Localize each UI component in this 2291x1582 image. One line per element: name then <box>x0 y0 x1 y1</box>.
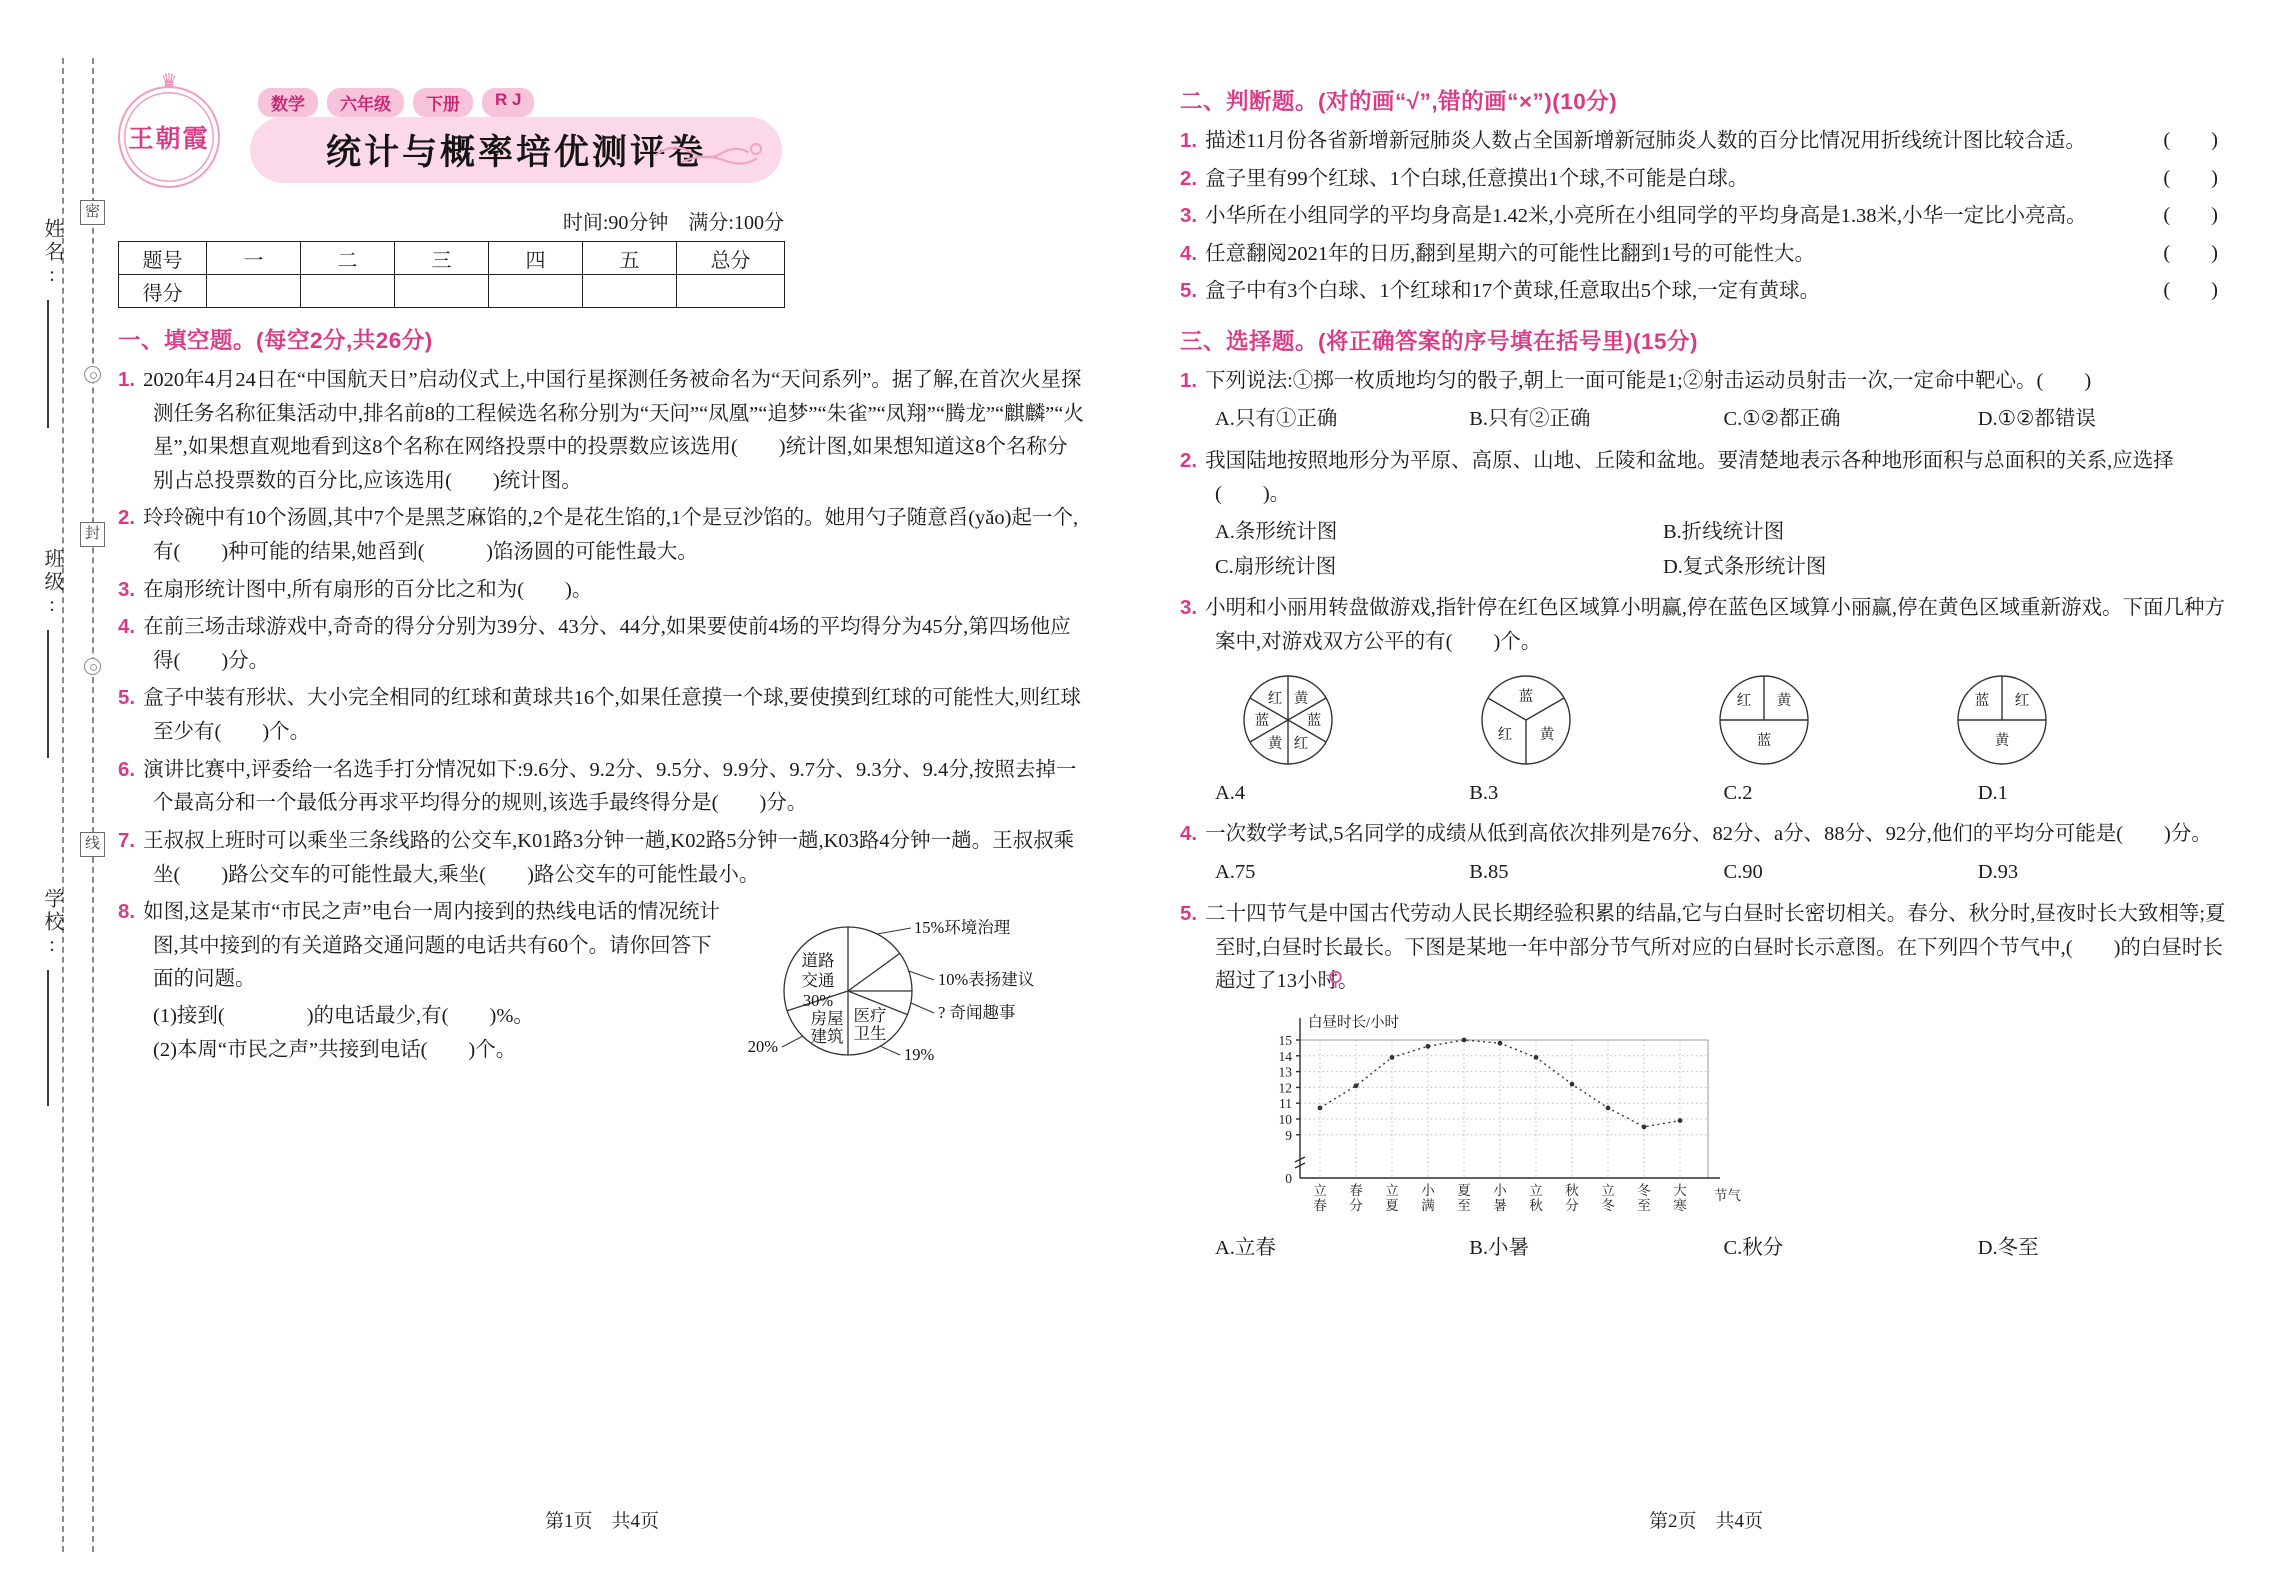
pie-label-medical: 医疗 <box>853 1006 887 1026</box>
score-empty-cell <box>489 275 583 308</box>
data-point <box>1318 1105 1323 1110</box>
spinner-diagrams <box>1240 672 2050 768</box>
paper-title-banner <box>250 117 782 183</box>
score-empty-cell <box>395 275 489 308</box>
option-a: A.条形统计图 <box>1215 520 1338 543</box>
spinner-sector-label: 黄 <box>1293 690 1309 707</box>
x-tick-label: 大寒 <box>1673 1182 1687 1213</box>
answer-bracket: ( ) <box>2163 166 2218 189</box>
y-tick-label: 12 <box>1278 1080 1292 1096</box>
spinner-sector-label: 蓝 <box>1756 732 1772 749</box>
pie-chart <box>728 895 1086 1091</box>
spinner-sector-label: 蓝 <box>1518 688 1534 705</box>
judge-item-2 <box>1180 162 2232 197</box>
choice-item-4 <box>1180 817 2232 889</box>
seal-ornament <box>84 658 101 675</box>
data-point <box>1426 1044 1431 1049</box>
item-text-block <box>1180 591 2232 659</box>
pie-label-road: 交通 <box>801 971 835 991</box>
item-text: 如图,这是某市“市民之声”电台一周内接到的热线电话的情况统计图,其中接到的有关道路交通问题的电话共有60个。请你回答下面的问题。 <box>143 901 720 991</box>
option-d: D.①②都错误 <box>1977 407 2096 430</box>
item-text: 王叔叔上班时可以乘坐三条线路的公交车,K01路3分钟一趟,K02路5分钟一趟,K03路4分钟一趟。王叔叔乘坐( )路公交车的可能性最大,乘坐( )路公交车的可能性最小。 <box>143 829 1075 886</box>
pie-label-house: 建筑 <box>810 1027 844 1047</box>
spinner-sector-label: 黄 <box>1776 692 1792 709</box>
item-text: 二十四节气是中国古代劳动人民长期经验积累的结晶,它与白昼时长密切相关。春分、秋分时,昼夜时长大致相等;夏至时,白昼时长最长。下图是某地一年中部分节气所对应的白昼时长示意图。在下列四个节气中,( )的白昼时长超过了13小时。 <box>1205 902 2226 993</box>
option-a: A.75 <box>1215 861 1256 884</box>
spinner-sector-label: 红 <box>1497 726 1513 743</box>
pie-label-house: 房屋 <box>810 1009 844 1029</box>
option-a: A.4 <box>1215 781 1246 804</box>
spinner-3 <box>1716 672 1812 768</box>
option-d: D.93 <box>1977 861 2019 884</box>
options-row <box>1180 776 2232 811</box>
item-number: 1. <box>118 368 136 391</box>
answer-bracket: ( ) <box>2163 204 2218 227</box>
y-tick-label: 10 <box>1278 1111 1292 1127</box>
spinner-sector-label: 黄 <box>1539 726 1555 743</box>
seal-dashed-line-inner <box>92 58 94 1552</box>
y-tick-label: 0 <box>1285 1170 1292 1186</box>
option-c: C.扇形统计图 <box>1215 555 1337 578</box>
data-point <box>1606 1105 1611 1110</box>
x-tick-label: 冬至 <box>1637 1182 1651 1213</box>
pie-leader-line <box>877 928 911 934</box>
score-table-header-row <box>119 242 785 275</box>
item-number: 8. <box>118 900 136 924</box>
item-number: 2. <box>1180 448 1198 472</box>
choice-item-5 <box>1180 897 2232 1266</box>
seal-ornament <box>84 366 101 383</box>
class-write-line <box>47 630 49 758</box>
brand-logo <box>118 71 220 188</box>
chart-title: 白昼时长/小时 <box>1308 1014 1400 1031</box>
data-point <box>1570 1082 1575 1087</box>
spinner-1 <box>1240 672 1336 768</box>
fill-in-items <box>118 363 1086 1091</box>
item-text-block <box>1180 444 2232 512</box>
y-tick-label: 13 <box>1278 1064 1292 1080</box>
x-tick-label: 立夏 <box>1385 1182 1399 1213</box>
plot-frame <box>1300 1040 1708 1178</box>
score-header-cell: 总分 <box>677 242 785 275</box>
item-text: 描述11月份各省新增新冠肺炎人数占全国新增新冠肺炎人数的百分比情况用折线统计图比较合适。 <box>1205 130 2086 152</box>
crown-icon: ♛ <box>160 71 178 92</box>
item-number: 7. <box>118 828 136 852</box>
spinner-sector-label: 蓝 <box>1254 712 1270 729</box>
score-header-cell: 二 <box>301 242 395 275</box>
y-tick-label: 9 <box>1285 1127 1292 1143</box>
pie-label-medical-pct: 19% <box>904 1045 935 1065</box>
x-tick-label: 小暑 <box>1493 1182 1507 1213</box>
item-text-block <box>1180 897 2232 1002</box>
tag-edition: R J <box>482 88 534 117</box>
data-point <box>1462 1037 1467 1042</box>
x-tick-label: 小满 <box>1421 1182 1435 1213</box>
spinner-2 <box>1478 672 1574 768</box>
choice-items <box>1180 364 2232 1266</box>
judge-item-4 <box>1180 237 2232 272</box>
item-text-block <box>1180 817 2232 852</box>
item-number: 5. <box>1180 901 1198 925</box>
page-1-footer: 第1页 共4页 <box>544 1511 659 1532</box>
paper-title: 统计与概率培优测评卷 <box>325 133 706 172</box>
x-tick-label: 立春 <box>1313 1182 1327 1213</box>
option-c: C.①②都正确 <box>1723 407 1841 430</box>
tag-volume: 下册 <box>413 88 473 117</box>
fill-item-8 <box>118 895 1086 1091</box>
cloud-swoosh-decoration <box>652 133 772 167</box>
spinner-sector-label: 黄 <box>1994 732 2010 749</box>
section-2-title: 二、判断题。(对的画“√”,错的画“×”)(10分) <box>1180 89 1618 114</box>
spinner-sector-label: 红 <box>1736 692 1752 709</box>
sub-question-1: (1)接到( )的电话最少,有( )%。 <box>153 1004 534 1027</box>
page-2-footer: 第2页 共4页 <box>1648 1511 1763 1532</box>
subject-tags <box>258 88 534 117</box>
item-text: 我国陆地按照地形分为平原、高原、山地、丘陵和盆地。要清楚地表示各种地形面积与总面积的关系,应选择( )。 <box>1205 449 2174 506</box>
option-d: D.1 <box>1977 781 2008 804</box>
option-b: B.折线统计图 <box>1663 520 1785 543</box>
fill-item-7 <box>118 824 1086 892</box>
x-tick-label: 立秋 <box>1529 1182 1543 1213</box>
spinner-sector-label: 蓝 <box>1974 692 1990 709</box>
item-text: 小明和小丽用转盘做游戏,指针停在红色区域算小明赢,停在蓝色区域算小丽赢,停在黄色区域重新游戏。下面几种方案中,对游戏双方公平的有( )个。 <box>1205 597 2225 654</box>
score-header-cell: 一 <box>207 242 301 275</box>
pie-leader-line <box>911 1003 934 1013</box>
section-1-title: 一、填空题。(每空2分,共26分) <box>118 328 433 353</box>
spinner-sector-label: 红 <box>2014 692 2030 709</box>
score-table <box>118 241 785 308</box>
option-a: A.立春 <box>1215 1236 1276 1259</box>
option-c: C.2 <box>1723 781 1753 804</box>
page-2 <box>1180 84 2232 1273</box>
item-text: 盒子里有99个红球、1个白球,任意摸出1个球,不可能是白球。 <box>1205 167 1749 190</box>
tag-grade: 六年级 <box>327 88 404 117</box>
score-header-cell: 五 <box>583 242 677 275</box>
data-point <box>1534 1055 1539 1060</box>
section-3-title: 三、选择题。(将正确答案的序号填在括号里)(15分) <box>1180 329 1698 355</box>
paper-header <box>118 71 1086 206</box>
item-number: 5. <box>118 686 136 710</box>
item-number: 3. <box>118 577 136 601</box>
answer-bracket: ( ) <box>2163 129 2218 151</box>
seal-char-feng: 封 <box>80 522 105 547</box>
option-d: D.复式条形统计图 <box>1663 555 1827 578</box>
item-text: 在扇形统计图中,所有扇形的百分比之和为( )。 <box>143 578 593 601</box>
item-number: 1. <box>1180 369 1198 393</box>
spinner-sector-label: 红 <box>1267 690 1283 707</box>
pie-label-house-pct: 20% <box>747 1037 778 1057</box>
score-header-cell: 三 <box>395 242 489 275</box>
daylight-line-chart <box>1242 1010 2232 1227</box>
pie-leader-line <box>880 1046 900 1055</box>
data-point <box>1498 1041 1503 1046</box>
fill-item-4 <box>118 610 1086 678</box>
item-text: 演讲比赛中,评委给一名选手打分情况如下:9.6分、9.2分、9.5分、9.9分、9.7分、9.3分、9.4分,按照去掉一个最高分和一个最低分再求平均得分的规则,该选手最终得分是( )分。 <box>143 758 1077 815</box>
pie-label-praise: 10%表扬建议 <box>938 970 1035 990</box>
item-number: 4. <box>1180 822 1198 846</box>
score-header-cell: 题号 <box>119 242 207 275</box>
judge-item-5 <box>1180 274 2232 309</box>
sub-question-2: (2)本周“市民之声”共接到电话( )个。 <box>153 1038 517 1061</box>
tag-subject: 数学 <box>258 88 318 117</box>
fill-item-2 <box>118 501 1086 569</box>
choice-item-2 <box>1180 444 2232 585</box>
judge-item-3 <box>1180 199 2232 234</box>
score-empty-cell <box>207 275 301 308</box>
item-text: 任意翻阅2021年的日历,翻到星期六的可能性比翻到1号的可能性大。 <box>1205 242 1815 265</box>
option-b: B.3 <box>1469 781 1499 804</box>
item-text: 在前三场击球游戏中,奇奇的得分分别为39分、43分、44分,如果要使前4场的平均得分为45分,第四场他应得( )分。 <box>143 616 1071 672</box>
option-a: A.只有①正确 <box>1215 407 1338 430</box>
item-number: 4. <box>1180 241 1198 265</box>
item-number: 3. <box>1180 596 1198 620</box>
option-c: C.秋分 <box>1723 1236 1784 1259</box>
spinner-sector-label: 蓝 <box>1306 712 1322 729</box>
score-empty-cell <box>301 275 395 308</box>
fill-item-5 <box>118 681 1086 749</box>
fill-item-6 <box>118 753 1086 821</box>
item-text: 一次数学考试,5名同学的成绩从低到高依次排列是76分、82分、a分、88分、92分,他们的平均分可能是( )分。 <box>1205 823 2212 846</box>
y-tick-label: 14 <box>1278 1048 1292 1064</box>
item-number: 5. <box>1180 279 1198 303</box>
option-b: B.只有②正确 <box>1469 407 1591 430</box>
data-point <box>1354 1083 1359 1088</box>
option-b: B.85 <box>1469 861 1509 884</box>
x-tick-label: 立冬 <box>1601 1182 1615 1213</box>
item-text: 2020年4月24日在“中国航天日”启动仪式上,中国行星探测任务被命名为“天问系列”。据了解,在首次火星探测任务名称征集活动中,排名前8的工程候选名称分别为“天问”“凤凰”“追梦”“朱雀”“凤翔”“腾龙”“麒麟”“火星”,如果想直观地看到这8个名称在网络投票中的投票数应该选用( )统计图,如果想知道这8个名称分别占总投票数的百分比,应该选用( )统计图。 <box>143 369 1084 492</box>
options-row <box>1180 855 2232 890</box>
x-tick-label: 夏至 <box>1457 1182 1471 1213</box>
answer-bracket: ( ) <box>2163 241 2218 264</box>
option-b: B.小暑 <box>1469 1236 1530 1259</box>
score-row-label: 得分 <box>119 275 207 308</box>
daylight-curve <box>1320 1040 1680 1127</box>
item-text: 盒子中有3个白球、1个红球和17个黄球,任意取出5个球,一定有黄球。 <box>1205 280 1821 303</box>
judge-items <box>1180 124 2232 309</box>
item-number: 2. <box>1180 166 1198 190</box>
x-tick-label: 秋分 <box>1565 1182 1579 1213</box>
page-1 <box>118 71 1086 1091</box>
choice-item-3 <box>1180 591 2232 810</box>
item-text: 玲玲碗中有10个汤圆,其中7个是黑芝麻馅的,2个是花生馅的,1个是豆沙馅的。她用勺子随意舀(yǎo)起一个,有( )种可能的结果,她舀到( )馅汤圆的可能性最大。 <box>143 507 1079 564</box>
item-text-block <box>1180 364 2232 399</box>
data-point <box>1642 1124 1647 1129</box>
pie-label-road: 道路 <box>801 951 835 971</box>
class-label: 班级: <box>41 548 63 619</box>
item-text: 小华所在小组同学的平均身高是1.42米,小亮所在小组同学的平均身高是1.38米,小华一定比小亮高。 <box>1205 205 2087 228</box>
spinner-4 <box>1954 672 2050 768</box>
seal-char-mi: 密 <box>80 200 105 225</box>
pie-label-road-pct: 30% <box>802 991 834 1011</box>
option-c: C.90 <box>1723 861 1763 884</box>
time-score-info: 时间:90分钟 满分:100分 <box>562 212 784 234</box>
answer-bracket: ( ) <box>2163 279 2218 302</box>
pie-sector-line <box>848 954 900 992</box>
options-row <box>1180 1231 2232 1266</box>
fill-item-1 <box>118 363 1086 498</box>
name-label: 姓名: <box>41 218 63 289</box>
pie-leader-line <box>782 1036 803 1047</box>
spinner-sector-label: 红 <box>1293 735 1309 752</box>
school-write-line <box>47 970 49 1106</box>
item-number: 3. <box>1180 204 1198 228</box>
option-d: D.冬至 <box>1977 1236 2039 1259</box>
item-number: 2. <box>118 506 136 530</box>
item-number: 1. <box>1180 129 1198 152</box>
item-number: 4. <box>118 615 136 639</box>
pie-label-environment: 15%环境治理 <box>914 918 1011 938</box>
spinner-sector-label: 黄 <box>1267 735 1283 752</box>
score-empty-cell <box>583 275 677 308</box>
data-point <box>1678 1118 1683 1123</box>
data-point <box>1390 1055 1395 1060</box>
score-empty-cell <box>677 275 785 308</box>
brand-name: 王朝霞 <box>128 125 210 153</box>
score-header-cell: 四 <box>489 242 583 275</box>
x-tick-label: 春分 <box>1349 1182 1363 1213</box>
fill-item-3 <box>118 573 1086 608</box>
item-text: 盒子中装有形状、大小完全相同的红球和黄球共16个,如果任意摸一个球,要使摸到红球的可能性大,则红球至少有( )个。 <box>143 687 1081 744</box>
options-grid <box>1180 515 2232 585</box>
pie-label-fun: ? 奇闻趣事 <box>938 1003 1016 1023</box>
school-label: 学校: <box>41 888 63 959</box>
choice-item-1 <box>1180 364 2232 436</box>
item-text: 下列说法:①掷一枚质地均匀的骰子,朝上一面可能是1;②射击运动员射击一次,一定命中靶心。( ) <box>1205 370 2092 393</box>
pie-label-medical: 卫生 <box>853 1024 887 1044</box>
item-number: 6. <box>118 757 136 781</box>
options-row <box>1180 402 2232 437</box>
y-tick-label: 15 <box>1278 1032 1292 1048</box>
x-axis-label: 节气 <box>1714 1187 1741 1203</box>
judge-item-1 <box>1180 124 2232 159</box>
pie-leader-line <box>909 971 934 980</box>
name-write-line <box>47 300 49 428</box>
seal-char-xian: 线 <box>80 832 105 857</box>
y-tick-label: 11 <box>1279 1095 1292 1111</box>
score-table-score-row <box>119 275 785 308</box>
